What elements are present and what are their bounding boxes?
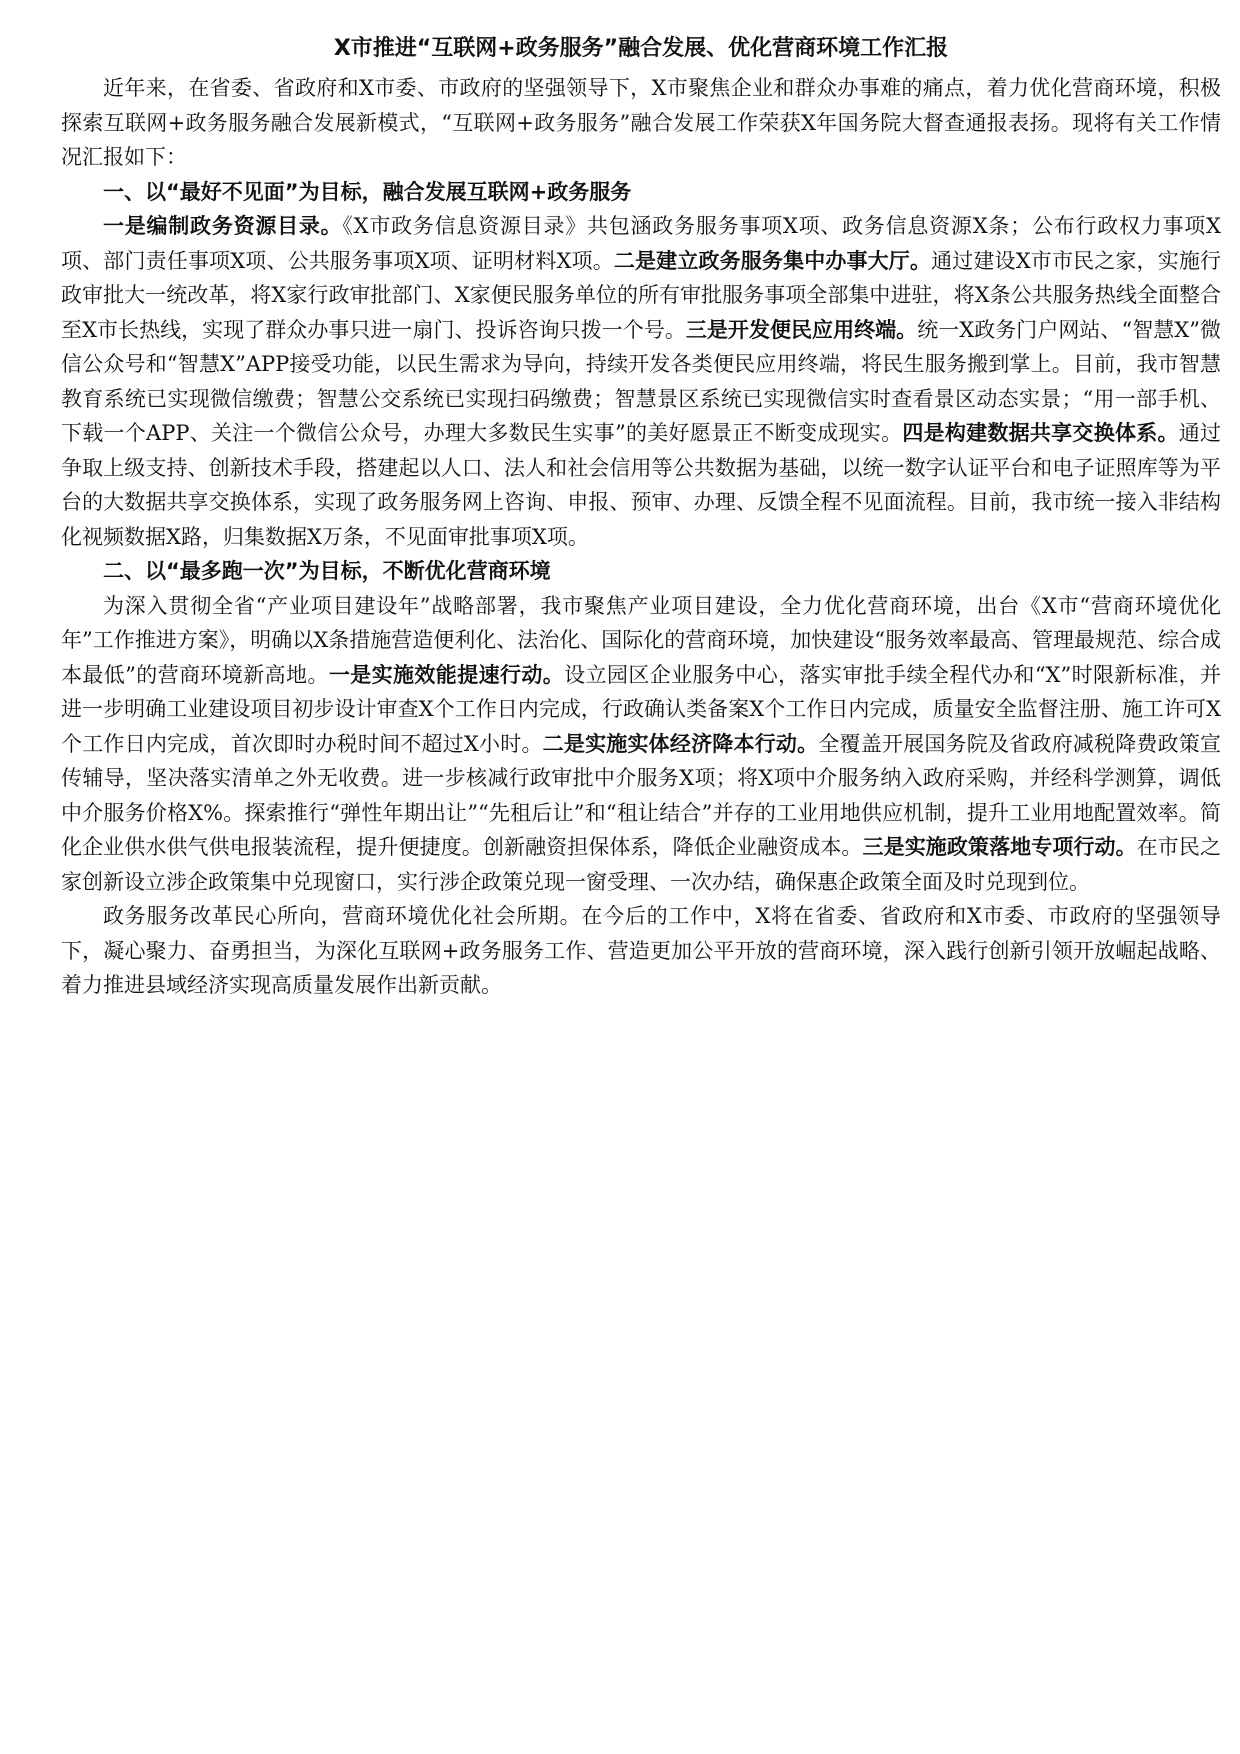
intro-paragraph: 近年来，在省委、省政府和X市委、市政府的坚强领导下，X市聚焦企业和群众办事难的痛点，着力优化营商环境，积极探索互联网+政务服务融合发展新模式，“互联网+政务服务”融合发展工作荣获X年国务院大督查通报表扬。现将有关工作情况汇报如下： (61, 76, 1221, 169)
section-2-heading: 二、以“最多跑一次”为目标，不断优化营商环境 (103, 559, 551, 583)
section-2-lead-2: 二是实施实体经济降本行动。 (542, 731, 819, 756)
document-page (61, 32, 1221, 1003)
section-2-text-1: 设立园区企业服务中心，落实审批手续全程代办和“X”时限新标准，并进一步明确工业建设项目初步设计审查X个工作日内完成，行政确认类备案X个工作日内完成，质量安全监督注册、施工许可X个工作日内完成，首次即时办税时间不超过X小时。 (61, 662, 1221, 756)
section-1-paragraph (61, 209, 1221, 554)
section-2-lead-1: 一是实施效能提速行动。 (328, 662, 565, 687)
section-2-text-0: 为深入贯彻全省“产业项目建设年”战略部署，我市聚焦产业项目建设，全力优化营商环境，出台《X市“营商环境优化年”工作推进方案》，明确以X条措施营造便利化、法治化、国际化的营商环境，加快建设“服务效率最高、管理最规范、综合成本最低”的营商环境新高地。 (61, 593, 1221, 687)
section-1-text-2: 通过建设X市市民之家，实施行政审批大一统改革，将X家行政审批部门、X家便民服务单位的所有审批服务事项全部集中进驻，将X条公共服务热线全面整合至X市长热线，实现了群众办事只进一扇门、投诉咨询只拨一个号。 (61, 248, 1221, 342)
section-1-lead-4: 四是构建数据共享交换体系。 (902, 421, 1179, 445)
closing-paragraph: 政务服务改革民心所向，营商环境优化社会所期。在今后的工作中，X将在省委、省政府和X市委、市政府的坚强领导下，凝心聚力、奋勇担当，为深化互联网+政务服务工作、营造更加公平开放的营商环境，深入践行创新引领开放崛起战略、着力推进县域经济实现高质量发展作出新贡献。 (61, 904, 1221, 997)
section-1-text-3: 统一X政务门户网站、“智慧X”微信公众号和“智慧X”APP接受功能，以民生需求为导向，持续开发各类便民应用终端，将民生服务搬到掌上。目前，我市智慧教育系统已实现微信缴费；智慧公交系统已实现扫码缴费；智慧景区系统已实现微信实时查看景区动态实景；“用一部手机、下载一个APP、关注一个微信公众号，办理大多数民生实事”的美好愿景正不断变成现实。 (61, 317, 1221, 445)
section-2-text-3: 在市民之家创新设立涉企政策集中兑现窗口，实行涉企政策兑现一窗受理、一次办结，确保惠企政策全面及时兑现到位。 (61, 835, 1221, 894)
section-2-text-2: 全覆盖开展国务院及省政府减税降费政策宣传辅导，坚决落实清单之外无收费。进一步核减行政审批中介服务X项；将X项中介服务纳入政府采购，并经科学测算，调低中介服务价格X%。探索推行“弹性年期出让”“先租后让”和“租让结合”并存的工业用地供应机制，提升工业用地配置效率。简化企业供水供气供电报装流程，提升便捷度。创新融资担保体系，降低企业融资成本。 (61, 731, 1222, 859)
section-2-paragraph (61, 589, 1221, 900)
section-1-text-4: 通过争取上级支持、创新技术手段，搭建起以人口、法人和社会信用等公共数据为基础，以统一数字认证平台和电子证照库等为平台的大数据共享交换体系，实现了政务服务网上咨询、申报、预审、办理、反馈全程不见面流程。目前，我市统一接入非结构化视频数据X路，归集数据X万条，不见面审批事项X项。 (61, 421, 1221, 549)
section-1-heading: 一、以“最好不见面”为目标，融合发展互联网+政务服务 (103, 179, 632, 204)
section-1-lead-3: 三是开发便民应用终端。 (685, 317, 918, 342)
document-title: X市推进“互联网+政务服务”融合发展、优化营商环境工作汇报 (333, 36, 949, 61)
section-1-lead-2: 二是建立政务服务集中办事大厅。 (613, 248, 932, 273)
section-2-lead-3: 三是实施政策落地专项行动。 (862, 835, 1137, 859)
section-1-lead-1: 一是编制政务资源目录。 (103, 214, 343, 238)
section-1-text-1: 《X市政务信息资源目录》共包涵政务服务事项X项、政务信息资源X条；公布行政权力事项X项、部门责任事项X项、公共服务事项X项、证明材料X项。 (61, 214, 1221, 273)
